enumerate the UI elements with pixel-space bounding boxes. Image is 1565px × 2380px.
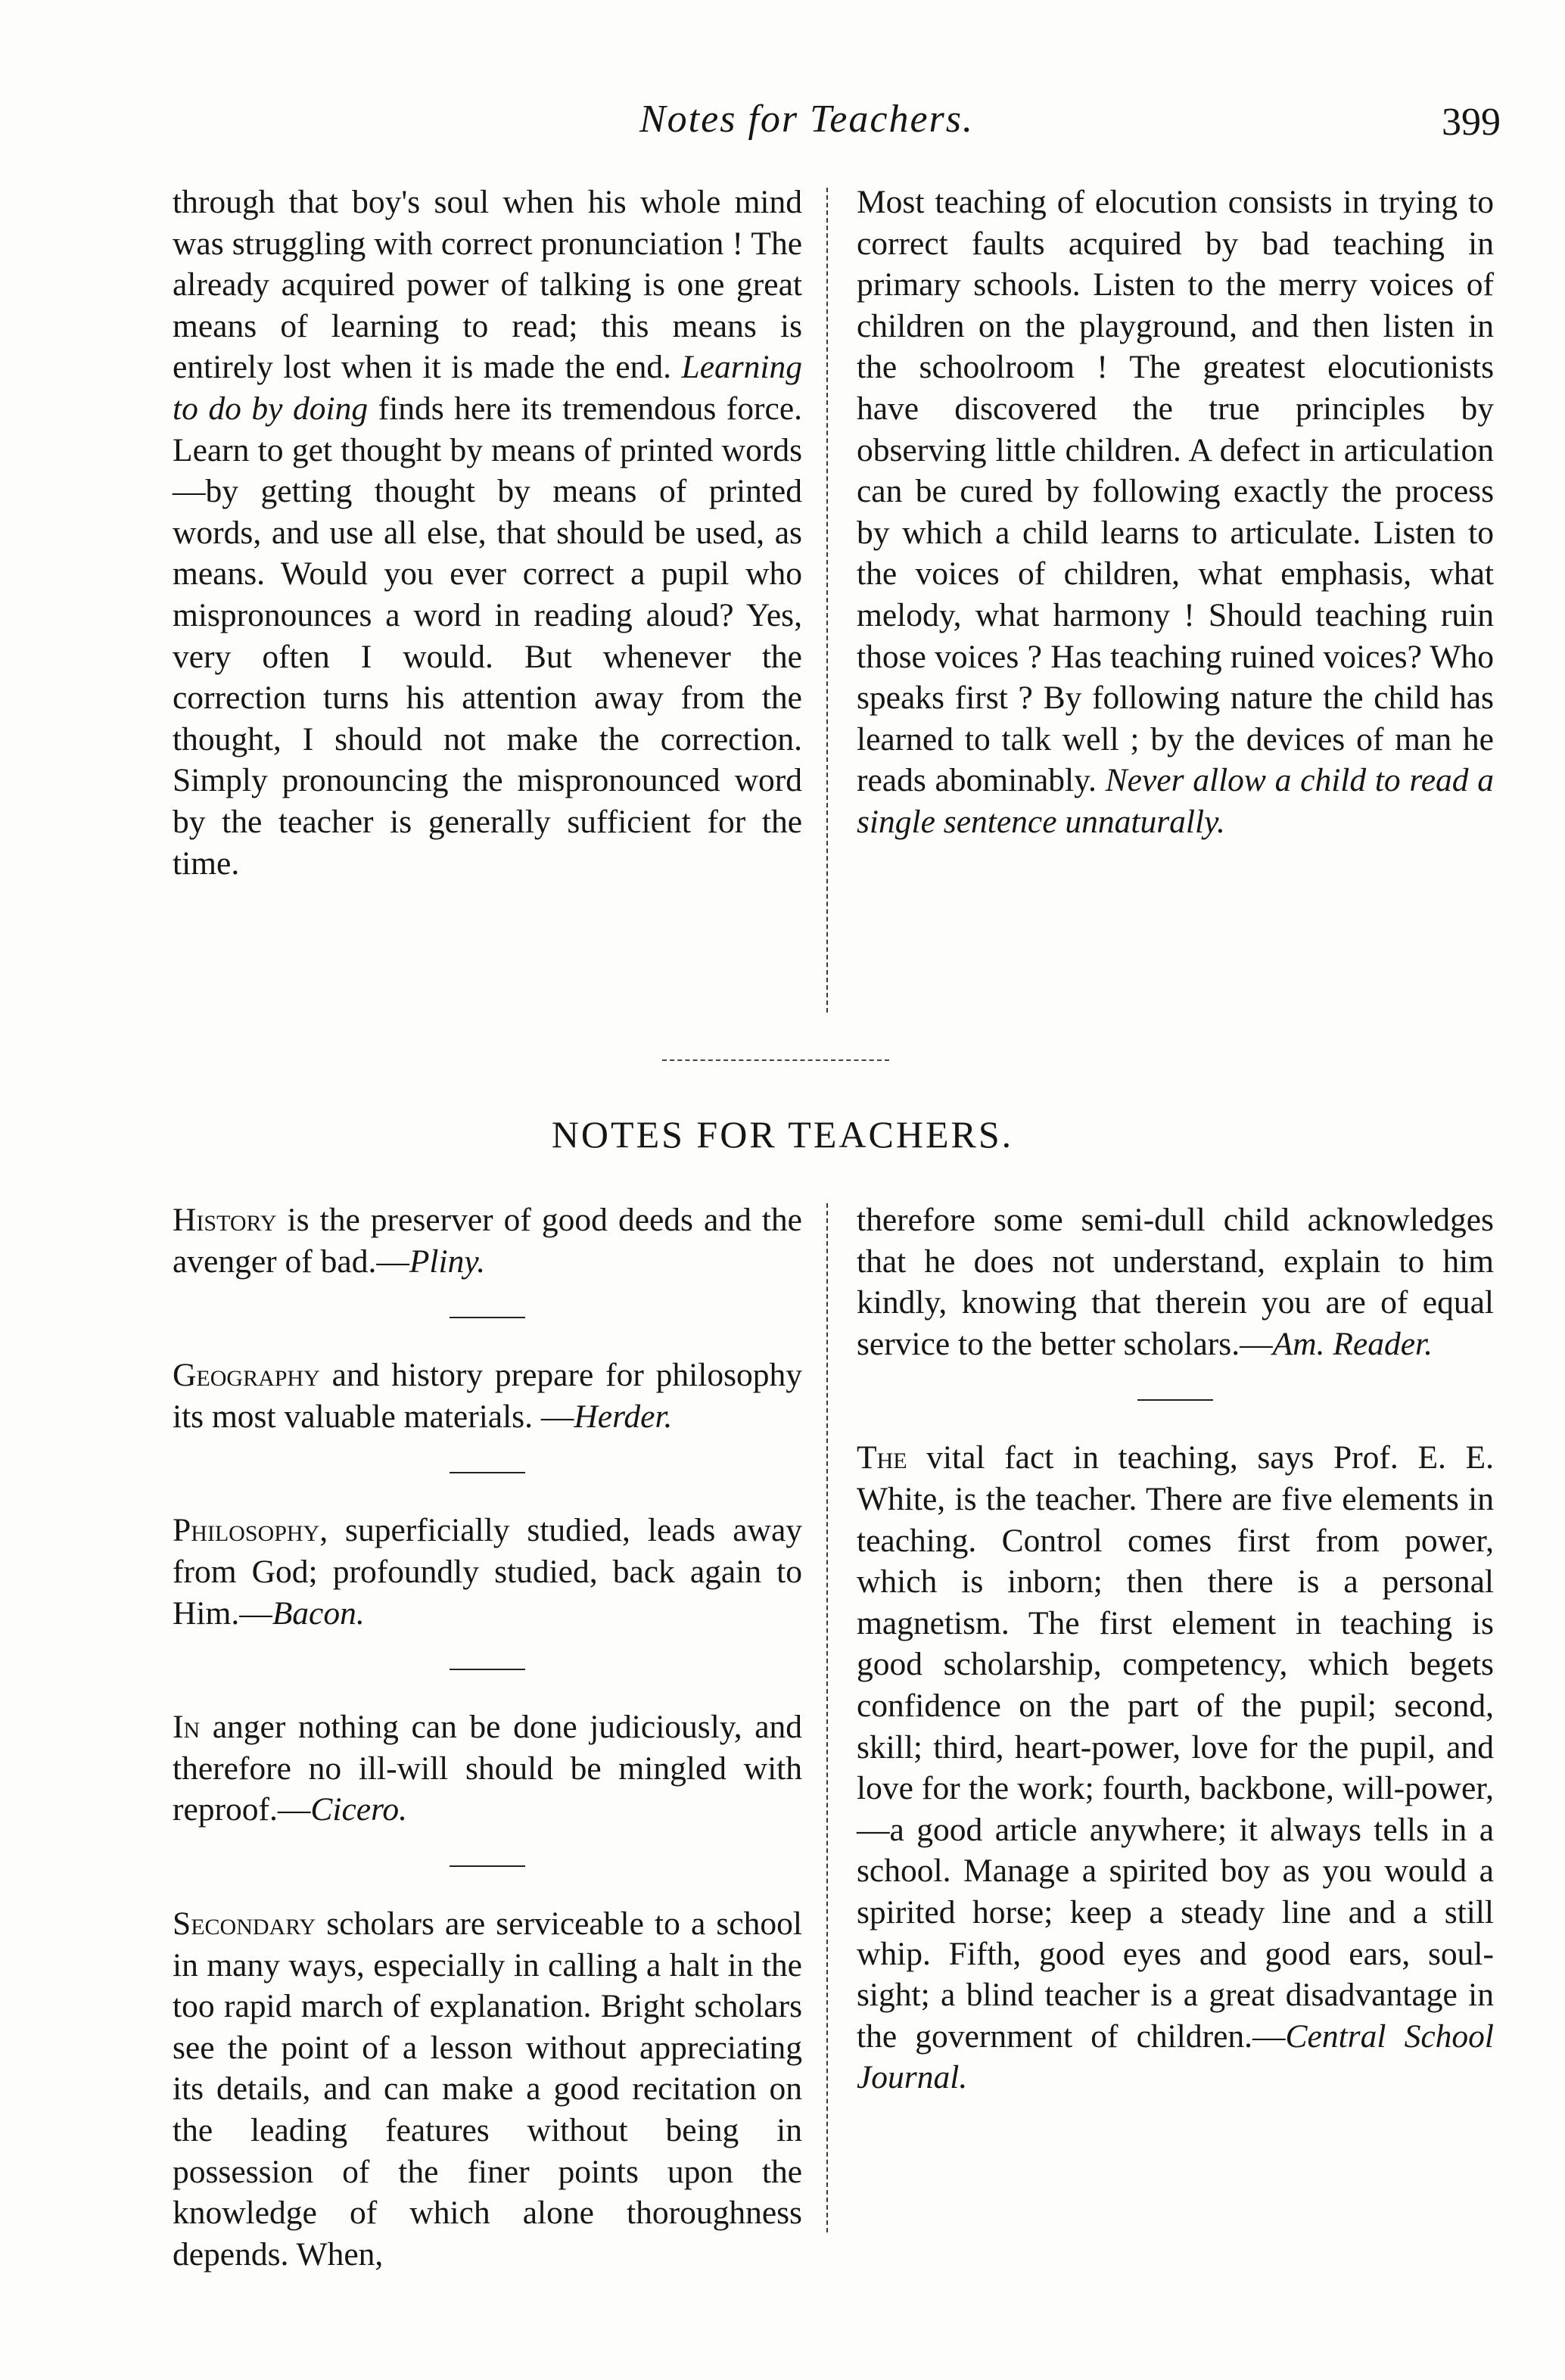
running-title: Notes for Teachers. (639, 98, 974, 141)
note-separator (450, 1865, 525, 1867)
top-right-column (857, 182, 1494, 843)
note-source: Am. Reader. (1272, 1325, 1433, 1362)
page-number: 399 (1442, 101, 1501, 144)
note-separator (1137, 1399, 1213, 1401)
note-item (173, 1355, 802, 1437)
note-item (173, 1903, 802, 2275)
note-lead: In (173, 1709, 201, 1746)
note-body: , superficially studied, leads away from God; profoundly studied, back again to Him.— (173, 1512, 802, 1632)
note-item (857, 1437, 1494, 2098)
note-body: anger nothing can be done judiciously, and therefore no ill-will should be mingled with reproof.— (173, 1709, 802, 1828)
note-lead: Geography (173, 1357, 320, 1394)
note-source: Herder. (574, 1398, 673, 1435)
note-lead: Philosophy (173, 1512, 320, 1549)
column-divider-bottom (826, 1203, 828, 2232)
top-left-column (173, 182, 802, 884)
note-lead: Secondary (173, 1905, 316, 1942)
elocution-paragraph (857, 182, 1494, 843)
note-item (173, 1706, 802, 1831)
paragraph-text: Most teaching of elocution consists in trying to correct faults acquired by bad teaching in primary schools. Listen to the merry voices of children on the playground, and then listen in the schoolroom ! The greatest elocutionists have discovered the true principles by observing little children. A defect in articulation can be cured by following exactly the process by which a child learns to articulate. Listen to the voices of children, what emphasis, what melody, what harmony ! Should teaching ruin those voices ? Has teaching ruined voices? Who speaks first ? By following nature the child has learned to talk well ; by the devices of man he reads abominably. (857, 184, 1494, 799)
note-lead: The (857, 1439, 907, 1476)
note-body: is the preserver of good deeds and the avenger of bad.— (173, 1202, 802, 1280)
notes-right-column (857, 1199, 1494, 2098)
note-source: Cicero. (310, 1791, 408, 1828)
note-source: Pliny. (409, 1243, 486, 1280)
paragraph-text: finds here its tremendous force. Learn to get thought by means of printed words —by getting thought by means of printed words, and use all else, that should be used, as means. Would you ever correct a pupil who mispronounces a word in reading aloud? Yes, very often I would. But whenever the correction turns his attention away from the thought, I should not make the correction. Simply pronouncing the mispronounced word by the teacher is generally sufficient for the time. (173, 390, 803, 882)
emphasis-text: Learning to do by doing (173, 349, 803, 427)
note-source: Bacon. (272, 1594, 365, 1632)
section-heading: NOTES FOR TEACHERS. (551, 1113, 1014, 1156)
note-body: vital fact in teaching, says Prof. E. E. White, is the teacher. There are five elements in teaching. Control comes first from power, which is inborn; then there is a personal magnetism. The first element in teaching is good scholarship, competency, which begets confidence on the part of the pupil; second, skill; third, heart-power, love for the pupil, and love for the work; fourth, backbone, will-power,—a good article anywhere; it always tells in a school. Manage a spirited boy as you would a spirited horse; keep a steady line and a still whip. Fifth, good eyes and good ears, soul-sight; a blind teacher is a great disadvantage in the government of children.— (857, 1439, 1494, 2055)
note-source: Central School Journal. (857, 2018, 1494, 2096)
paragraph-text: through that boy's soul when his whole mind was struggling with correct pronunciation ! The already acquired power of talking is one great means of learning to read; this means is entirely lost when it is made the end. (173, 184, 802, 386)
note-body: scholars are serviceable to a school in many ways, especially in calling a halt in the too rapid march of explanation. Bright scholars see the point of a lesson without appreciating its details, and can make a good recitation on the leading features without being in possession of the finer points upon the knowledge of which alone thoroughness depends. When, (173, 1905, 802, 2273)
running-header (0, 97, 1565, 157)
continued-paragraph (173, 182, 802, 884)
note-lead: History (173, 1202, 277, 1238)
note-separator (450, 1317, 525, 1318)
note-body: therefore some semi-dull child acknowledges that he does not understand, explain to him kindly, knowing that therein you are of equal service to the better scholars.— (857, 1202, 1494, 1362)
note-item (173, 1510, 802, 1634)
notes-left-column (173, 1199, 802, 2275)
section-break-rule (662, 1059, 889, 1061)
emphasis-text: Never allow a child to read a single sentence unnaturally. (857, 762, 1495, 840)
note-item (173, 1199, 802, 1282)
note-separator (450, 1669, 525, 1670)
column-divider-top (826, 188, 828, 1013)
note-body: and history prepare for philosophy its most valuable materials. — (173, 1357, 802, 1435)
note-separator (450, 1472, 525, 1473)
note-item (857, 1199, 1494, 1364)
